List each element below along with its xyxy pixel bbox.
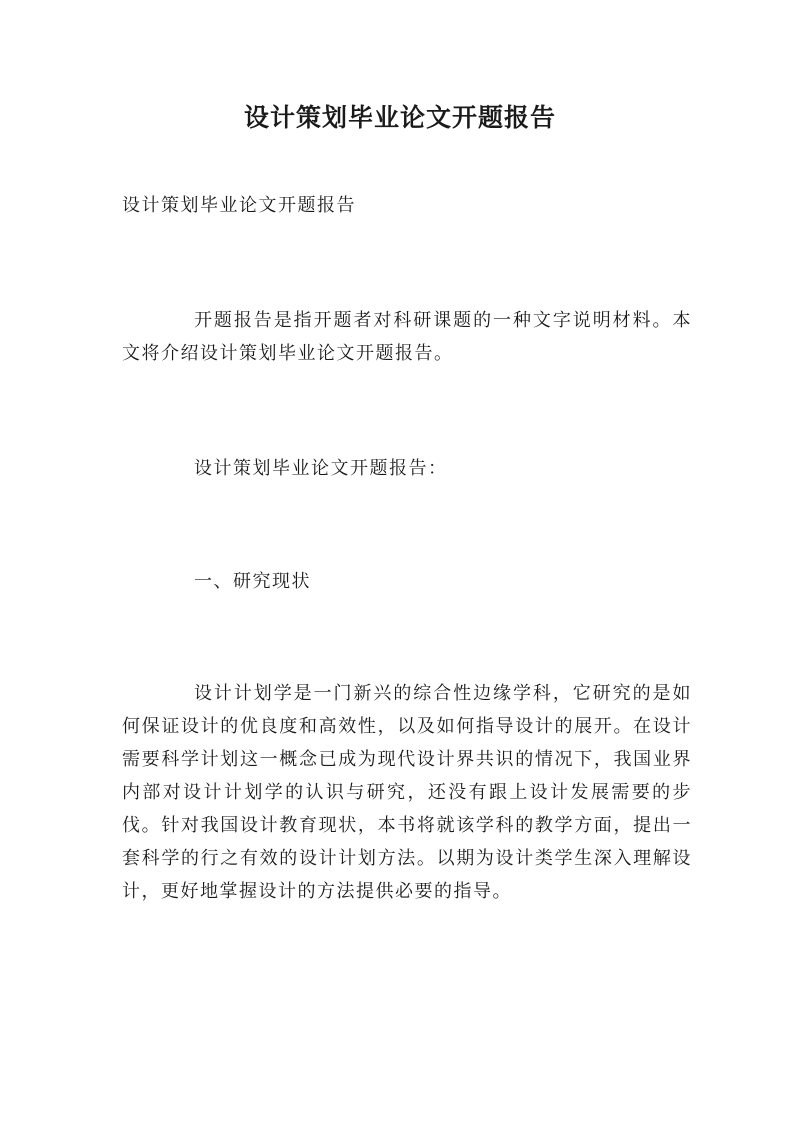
section-heading: 一、研究现状 <box>194 571 311 592</box>
intro-paragraph: 开题报告是指开题者对科研课题的一种文字说明材料。本文将介绍设计策划毕业论文开题报告。 <box>122 310 692 364</box>
body-paragraph: 设计计划学是一门新兴的综合性边缘学科，它研究的是如何保证设计的优良度和高效性，以及如何指导设计的展开。在设计需要科学计划这一概念已成为现代设计界共识的情况下，我国业界内部对设计计划学的认识与研究，还没有跟上设计发展需要的步伐。针对我国设计教育现状，本书将就该学科的教学方面，提出一套科学的行之有效的设计计划方法。以期为设计类学生深入理解设计，更好地掌握设计的方法提供必要的指导。 <box>122 683 692 902</box>
document-subtitle: 设计策划毕业论文开题报告 <box>122 195 356 216</box>
lead-paragraph: 设计策划毕业论文开题报告： <box>194 458 448 479</box>
document-title: 设计策划毕业论文开题报告 <box>243 103 556 132</box>
